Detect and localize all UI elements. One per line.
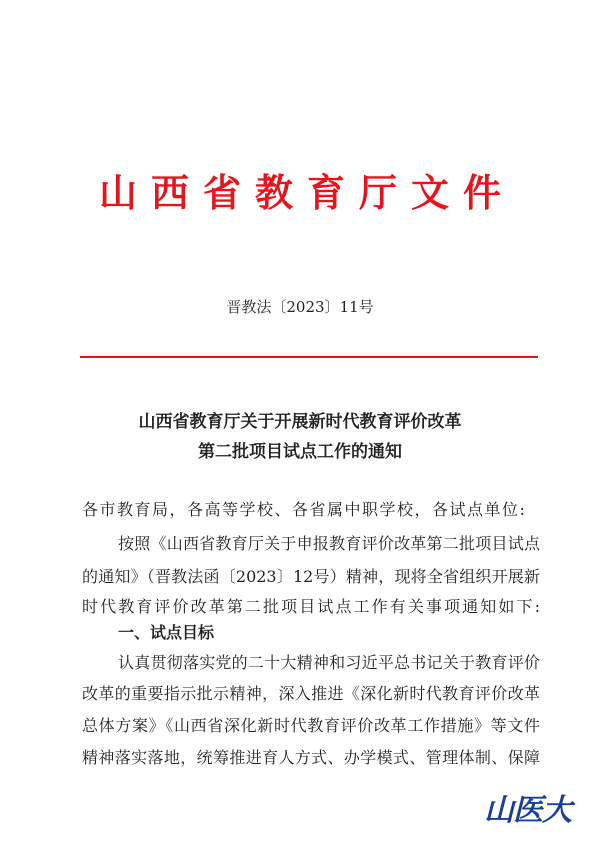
paragraph-line: 的通知》（晋教法函〔2023〕12号）精神，现将全省组织开展新 <box>82 567 540 586</box>
salutation: 各市教育局，各高等学校、各省属中职学校，各试点单位: <box>82 500 527 519</box>
paragraph-line: 时代教育评价改革第二批项目试点工作有关事项通知如下: <box>82 597 540 616</box>
watermark-logo: 山医大 <box>484 793 571 828</box>
document-number: 晋教法〔2023〕11号 <box>226 298 374 316</box>
document-header-title: 山西省教育厅文件 <box>98 170 515 215</box>
paragraph-line: 认真贯彻落实党的二十大精神和习近平总书记关于教育评价 <box>118 653 540 672</box>
paragraph-line: 精神落实落地，统筹推进育人方式、办学模式、管理体制、保障 <box>82 748 540 767</box>
paragraph-line: 按照《山西省教育厅关于申报教育评价改革第二批项目试点 <box>118 534 540 553</box>
paragraph-line: 总体方案》《山西省深化新时代教育评价改革工作措施》等文件 <box>82 716 540 735</box>
paragraph-line: 改革的重要指示批示精神，深入推进《深化新时代教育评价改革 <box>82 684 540 703</box>
red-divider-line <box>80 356 538 358</box>
section-heading: 一、试点目标 <box>118 623 215 642</box>
notice-title-line-1: 山西省教育厅关于开展新时代教育评价改革 <box>138 412 462 432</box>
notice-title-line-2: 第二批项目试点工作的通知 <box>198 442 402 462</box>
